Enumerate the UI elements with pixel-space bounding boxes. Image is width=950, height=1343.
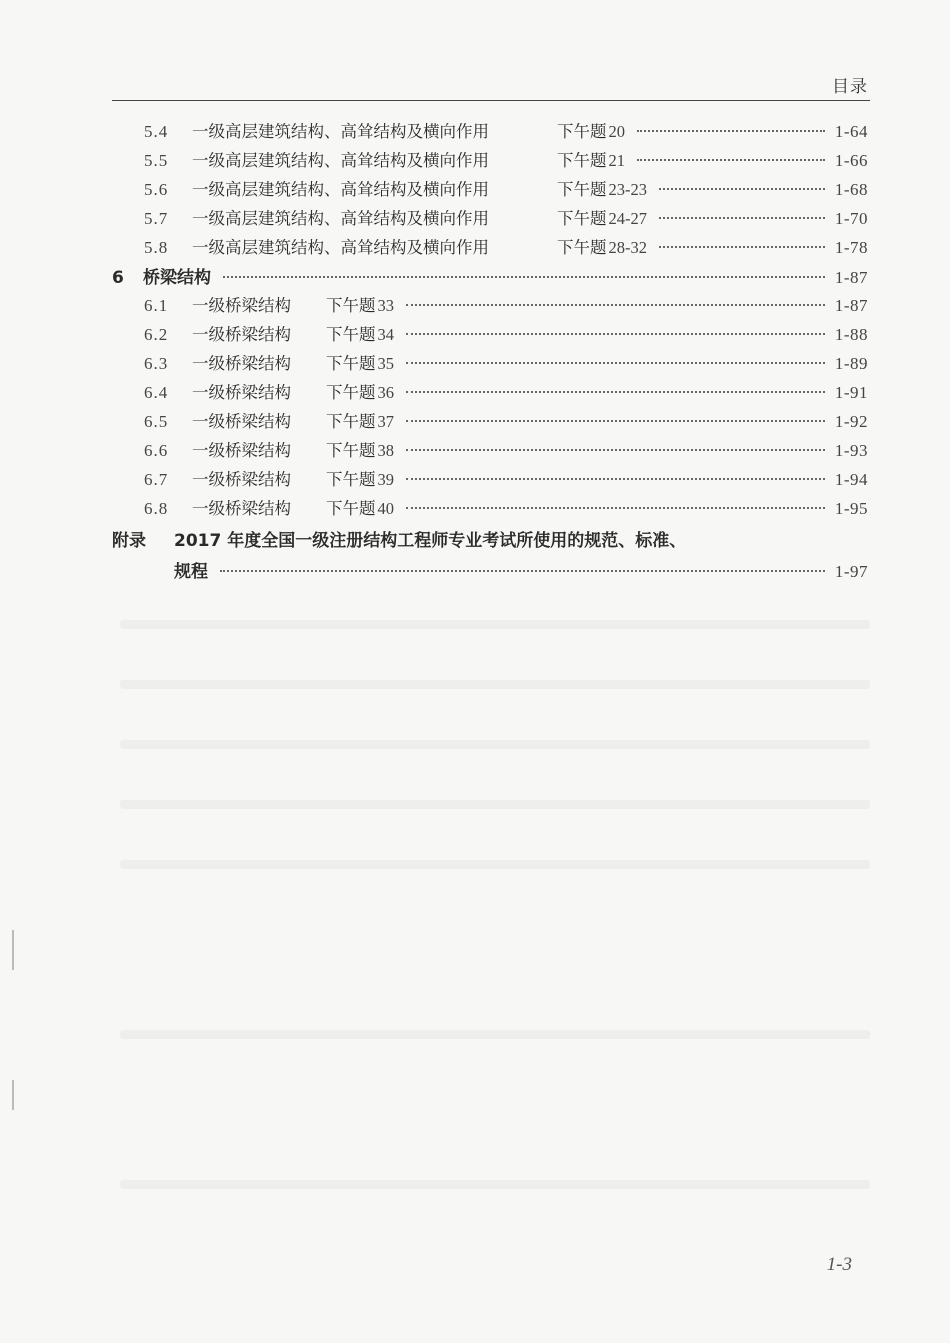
toc-entry-page: 1-64 bbox=[834, 122, 868, 141]
toc-entry-page: 1-87 bbox=[834, 296, 868, 315]
toc-entry-number: 5.8 bbox=[144, 238, 169, 257]
toc-entry[interactable] bbox=[112, 466, 868, 495]
question-number: 23-23 bbox=[608, 180, 647, 199]
toc-entry-number: 6.8 bbox=[144, 499, 169, 518]
chapter-page: 1-87 bbox=[834, 268, 868, 287]
toc-entry-title: 一级桥梁结构 bbox=[192, 470, 291, 489]
toc-entry-page: 1-95 bbox=[834, 499, 868, 518]
toc-entry-number: 5.7 bbox=[144, 209, 169, 228]
show-through-shadow bbox=[120, 1030, 870, 1039]
toc-entry-number: 6.2 bbox=[144, 325, 169, 344]
toc-entry-title: 一级桥梁结构 bbox=[192, 325, 291, 344]
dot-leader bbox=[637, 159, 825, 161]
toc-entry[interactable] bbox=[112, 234, 868, 263]
toc-entry[interactable] bbox=[112, 379, 868, 408]
toc-entry[interactable] bbox=[112, 408, 868, 437]
toc-entry-page: 1-68 bbox=[834, 180, 868, 199]
question-number: 21 bbox=[608, 151, 625, 170]
question-number: 20 bbox=[608, 122, 625, 141]
chapter-number: 6 bbox=[112, 268, 124, 288]
question-prefix: 下午题 bbox=[557, 209, 607, 228]
question-prefix: 下午题 bbox=[557, 180, 607, 199]
toc-appendix-entry[interactable] bbox=[112, 526, 868, 586]
toc-entry-page: 1-88 bbox=[834, 325, 868, 344]
header-rule bbox=[112, 100, 870, 101]
dot-leader bbox=[659, 246, 825, 248]
toc-entry-question bbox=[326, 350, 394, 374]
toc-entry-question bbox=[326, 379, 394, 403]
toc-entry-number: 6.1 bbox=[144, 296, 169, 315]
dot-leader bbox=[406, 362, 825, 364]
show-through-shadow bbox=[120, 860, 870, 869]
question-prefix: 下午题 bbox=[326, 383, 376, 402]
scan-edge-mark bbox=[12, 930, 14, 970]
question-number: 39 bbox=[377, 470, 394, 489]
dot-leader bbox=[659, 217, 825, 219]
dot-leader bbox=[406, 420, 825, 422]
scan-edge-mark bbox=[12, 1080, 14, 1110]
toc-entry-title: 一级高层建筑结构、高耸结构及横向作用 bbox=[192, 151, 489, 170]
toc-entry[interactable] bbox=[112, 437, 868, 466]
toc-entry-number: 6.3 bbox=[144, 354, 169, 373]
toc-entry[interactable] bbox=[112, 118, 868, 147]
question-prefix: 下午题 bbox=[326, 441, 376, 460]
page-number: 1-3 bbox=[826, 1254, 852, 1275]
appendix-label: 附录 bbox=[112, 531, 146, 551]
toc-entry-number: 6.7 bbox=[144, 470, 169, 489]
toc-entry-question bbox=[326, 292, 394, 316]
dot-leader bbox=[659, 188, 825, 190]
toc-entry-question bbox=[557, 118, 625, 142]
question-prefix: 下午题 bbox=[326, 499, 376, 518]
chapter-title: 桥梁结构 bbox=[143, 268, 211, 288]
appendix-title-line-1: 2017 年度全国一级注册结构工程师专业考试所使用的规范、标准、 bbox=[174, 531, 687, 551]
toc-entry-page: 1-93 bbox=[834, 441, 868, 460]
toc-entry[interactable] bbox=[112, 205, 868, 234]
toc-entry-title: 一级桥梁结构 bbox=[192, 441, 291, 460]
toc-entry-page: 1-92 bbox=[834, 412, 868, 431]
toc-entry-number: 6.5 bbox=[144, 412, 169, 431]
show-through-shadow bbox=[120, 800, 870, 809]
question-prefix: 下午题 bbox=[557, 238, 607, 257]
question-number: 28-32 bbox=[608, 238, 647, 257]
toc-entry-page: 1-94 bbox=[834, 470, 868, 489]
toc-entry-question bbox=[326, 437, 394, 461]
toc-entry-title: 一级高层建筑结构、高耸结构及横向作用 bbox=[192, 122, 489, 141]
question-number: 34 bbox=[377, 325, 394, 344]
question-number: 33 bbox=[377, 296, 394, 315]
appendix-title-line-2: 规程 bbox=[174, 562, 208, 582]
toc-entry-page: 1-70 bbox=[834, 209, 868, 228]
toc-entry-title: 一级高层建筑结构、高耸结构及横向作用 bbox=[192, 180, 489, 199]
question-number: 37 bbox=[377, 412, 394, 431]
appendix-line-2 bbox=[174, 557, 868, 586]
toc-entry-question bbox=[326, 408, 394, 432]
toc-entry-title: 一级桥梁结构 bbox=[192, 412, 291, 431]
toc-entry[interactable] bbox=[112, 292, 868, 321]
toc-entry-page: 1-66 bbox=[834, 151, 868, 170]
toc-entry-number: 5.5 bbox=[144, 151, 169, 170]
toc-entry-number: 6.6 bbox=[144, 441, 169, 460]
toc-entry-title: 一级高层建筑结构、高耸结构及横向作用 bbox=[192, 238, 489, 257]
question-number: 24-27 bbox=[608, 209, 647, 228]
toc-entry[interactable] bbox=[112, 147, 868, 176]
dot-leader bbox=[406, 478, 825, 480]
show-through-shadow bbox=[120, 620, 870, 629]
toc-entry-page: 1-89 bbox=[834, 354, 868, 373]
question-prefix: 下午题 bbox=[557, 151, 607, 170]
question-number: 40 bbox=[377, 499, 394, 518]
toc-entry[interactable] bbox=[112, 321, 868, 350]
toc-entry-page: 1-78 bbox=[834, 238, 868, 257]
dot-leader bbox=[637, 130, 825, 132]
toc-entry-title: 一级高层建筑结构、高耸结构及横向作用 bbox=[192, 209, 489, 228]
toc-entry-question bbox=[557, 176, 647, 200]
show-through-shadow bbox=[120, 1180, 870, 1189]
toc-entry-number: 5.6 bbox=[144, 180, 169, 199]
running-head: 目录 bbox=[832, 77, 868, 97]
toc-entry-question bbox=[557, 234, 647, 258]
dot-leader bbox=[406, 391, 825, 393]
toc-entry-title: 一级桥梁结构 bbox=[192, 354, 291, 373]
toc-entry-question bbox=[326, 466, 394, 490]
dot-leader bbox=[220, 570, 825, 572]
toc-entry-number: 5.4 bbox=[144, 122, 169, 141]
toc-entry-number: 6.4 bbox=[144, 383, 169, 402]
dot-leader bbox=[223, 276, 825, 278]
toc-chapter-entry[interactable] bbox=[112, 263, 868, 292]
question-prefix: 下午题 bbox=[326, 354, 376, 373]
toc-entry-page: 1-91 bbox=[834, 383, 868, 402]
dot-leader bbox=[406, 333, 825, 335]
dot-leader bbox=[406, 304, 825, 306]
toc-entry[interactable] bbox=[112, 176, 868, 205]
question-prefix: 下午题 bbox=[326, 470, 376, 489]
question-prefix: 下午题 bbox=[326, 412, 376, 431]
question-prefix: 下午题 bbox=[326, 325, 376, 344]
appendix-line-1 bbox=[112, 526, 868, 557]
question-number: 36 bbox=[377, 383, 394, 402]
appendix-page: 1-97 bbox=[834, 562, 868, 581]
dot-leader bbox=[406, 449, 825, 451]
toc-entry-question bbox=[326, 321, 394, 345]
question-number: 38 bbox=[377, 441, 394, 460]
question-prefix: 下午题 bbox=[557, 122, 607, 141]
toc-entry-question bbox=[557, 205, 647, 229]
toc-entry-title: 一级桥梁结构 bbox=[192, 499, 291, 518]
table-of-contents bbox=[112, 118, 868, 586]
show-through-shadow bbox=[120, 680, 870, 689]
toc-entry-title: 一级桥梁结构 bbox=[192, 296, 291, 315]
show-through-shadow bbox=[120, 740, 870, 749]
toc-entry-title: 一级桥梁结构 bbox=[192, 383, 291, 402]
toc-entry-question bbox=[557, 147, 625, 171]
question-number: 35 bbox=[377, 354, 394, 373]
toc-entry-question bbox=[326, 495, 394, 519]
toc-entry[interactable] bbox=[112, 495, 868, 524]
toc-entry[interactable] bbox=[112, 350, 868, 379]
question-prefix: 下午题 bbox=[326, 296, 376, 315]
dot-leader bbox=[406, 507, 825, 509]
